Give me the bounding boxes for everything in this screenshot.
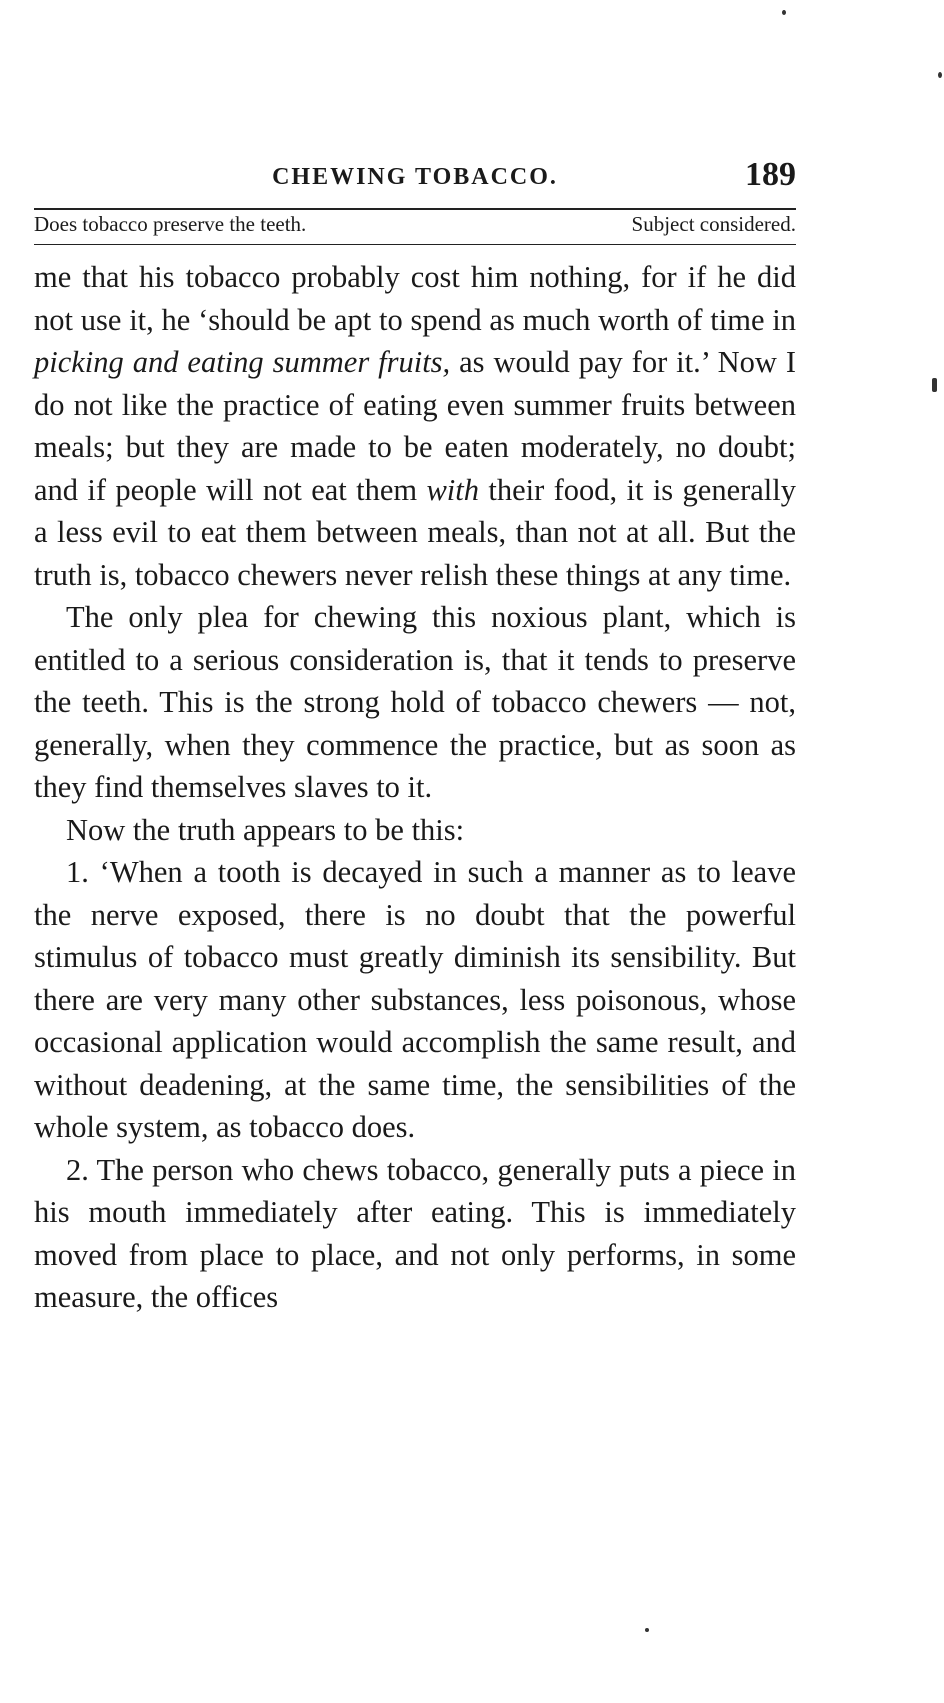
p1-italic-phrase: picking and eating summer fruits,: [34, 345, 451, 379]
marginal-subheads: [34, 212, 796, 237]
header-rule-top: [34, 208, 796, 210]
paragraph-5: 2. The person who chews tobacco, generally puts a piece in his mouth immediately after eating. This is immediately moved from place to place, and not only performs, in some measure, the offices: [34, 1152, 796, 1314]
body-text: [34, 256, 796, 1319]
left-subhead: Does tobacco preserve the teeth.: [34, 212, 307, 236]
running-title: CHEWING TOBACCO.: [272, 164, 558, 190]
scan-speck: [782, 10, 786, 15]
p1-text-a: me that his tobacco probably cost him nothing, for if he did not use it, he ‘should be apt to spend as much worth of time in: [34, 260, 796, 337]
page-number: 189: [745, 156, 796, 193]
p1-text-b: as would pay for it.’ Now I do not like the practice of eating even summer fruits between meals; but they are made to be eaten moderately, no doubt; and if people will not eat them: [34, 345, 796, 507]
page-header: [34, 158, 796, 198]
scan-speck: [645, 1628, 649, 1632]
paragraph-2: The only plea for chewing this noxious plant, which is entitled to a serious consideration is, that it tends to preserve the teeth. This is the strong hold of tobacco chewers — not, generally, when they commence the practice, but as soon as they find themselves slaves to it.: [34, 600, 796, 804]
paragraph-3: Now the truth appears to be this:: [66, 812, 465, 847]
p1-italic-word: with: [426, 472, 480, 507]
paragraph-1: [34, 256, 796, 596]
scan-speck: [932, 378, 937, 392]
header-rule-bottom: [34, 244, 796, 245]
scan-speck: [938, 72, 942, 78]
paragraph-4: 1. ‘When a tooth is decayed in such a manner as to leave the nerve exposed, there is no doubt that the powerful stimulus of tobacco must greatly diminish its sensibility. But there are very many other substances, less poisonous, whose occasional application would accomplish the same result, and without deadening, at the same time, the sensibilities of the whole system, as tobacco does.: [34, 855, 796, 1144]
right-subhead: Subject considered.: [631, 212, 796, 236]
p1-text-c: their food, it is generally a less evil to eat them between meals, than not at all. But the truth is, tobacco chewers never relish these things at any time.: [34, 472, 797, 592]
